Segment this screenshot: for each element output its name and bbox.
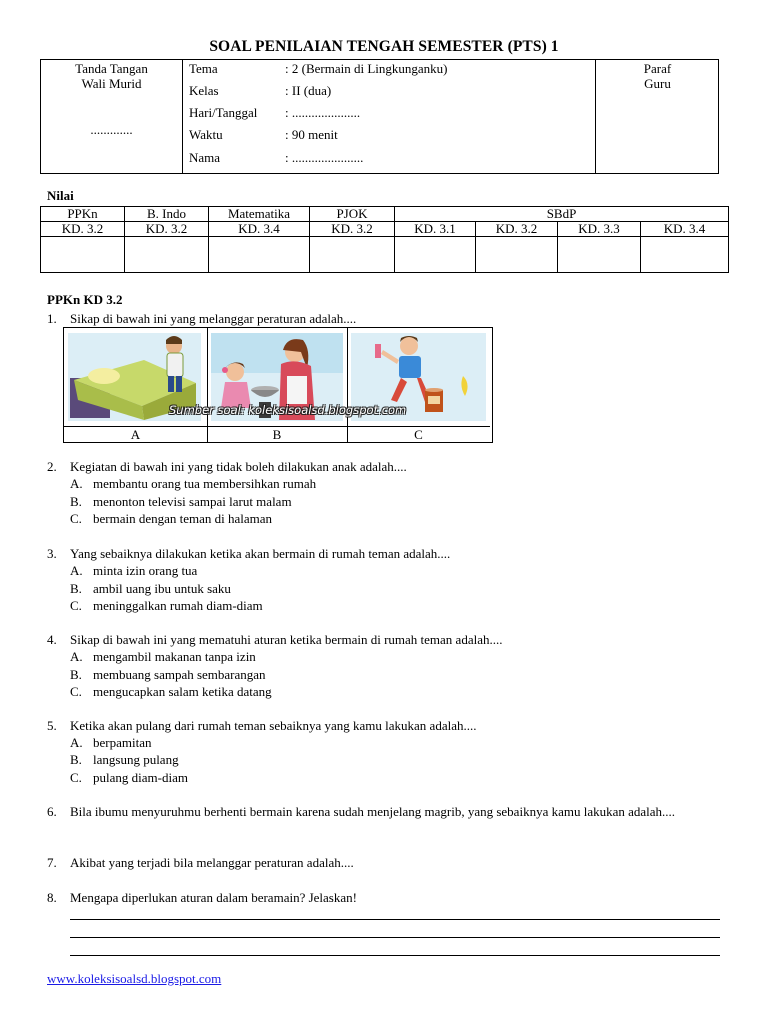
- kd-row: [41, 222, 729, 237]
- subject-header: B. Indo: [125, 207, 209, 222]
- picture-table: [63, 327, 493, 443]
- kd-cell: KD. 3.1: [395, 222, 476, 237]
- answer-line[interactable]: [70, 902, 720, 920]
- nilai-label: Nilai: [47, 188, 74, 203]
- paraf-cell: [595, 60, 719, 174]
- kd-cell: KD. 3.2: [476, 222, 558, 237]
- score-cell[interactable]: [209, 237, 310, 273]
- answer-line[interactable]: [70, 920, 720, 938]
- subject-row: [41, 207, 729, 222]
- paraf-label: Paraf: [643, 61, 672, 76]
- kd-cell: KD. 3.2: [125, 222, 209, 237]
- kd-cell: KD. 3.2: [41, 222, 125, 237]
- subject-header: PJOK: [310, 207, 395, 222]
- watermark: Sumber soal: koleksisoalsd.blogspot.com: [169, 403, 407, 417]
- answer-lines[interactable]: [70, 902, 720, 956]
- picture-label: C: [347, 426, 490, 442]
- score-cell[interactable]: [558, 237, 641, 273]
- score-row: [41, 237, 729, 273]
- section-title: PPKn KD 3.2: [47, 292, 123, 307]
- picture-label: A: [64, 426, 208, 442]
- signature-cell: [41, 60, 183, 173]
- signature-label: Wali Murid: [81, 76, 142, 91]
- score-cell[interactable]: [310, 237, 395, 273]
- page-title: SOAL PENILAIAN TENGAH SEMESTER (PTS) 1: [209, 38, 559, 55]
- score-cell[interactable]: [395, 237, 476, 273]
- identity-box: Tanda Tangan Wali Murid ............. Tema : 2 (Bermain di Lingkunganku) Kelas : II (dua) Hari/Tanggal : ..................... Waktu : 90 menit Nama : ...................... Paraf Guru: [40, 59, 719, 174]
- kd-cell: KD. 3.2: [310, 222, 395, 237]
- paraf-label: Guru: [644, 76, 671, 91]
- kd-cell: KD. 3.4: [641, 222, 729, 237]
- exam-page: SOAL PENILAIAN TENGAH SEMESTER (PTS) 1 Tanda Tangan Wali Murid ............. Tema : 2 (Bermain di Lingkunganku) Kelas : II (dua) Hari/Tanggal : ..................... Waktu : 90 menit Nama : ...................... Paraf Guru Nilai PPKn B. Indo Matematika PJOK SBdP KD. 3.2 KD. 3.2 KD. 3.4 KD. 3.2 KD. 3.1 KD. 3.2 KD. 3.3 KD. 3.4 PPKn KD 3.2 1. Sikap di bawah ini yang melanggar peraturan adalah.... Sumber soal: koleksisoalsd.blogspot.com A B C 2. Kegiatan di bawah ini yang tidak boleh dilakukan anak adalah.... A. membantu orang tua membersihkan rumah B. menonton televisi sampai larut malam C. bermain dengan teman di halaman 3. Yang sebaiknya dilakukan ketika akan bermain di rumah teman adalah.... A. minta izin orang tua B. ambil uang ibu untuk saku C. meninggalkan rumah diam-diam 4. Sikap di bawah ini yang mematuhi aturan ketika bermain di rumah teman adalah.... A. mengambil makanan tanpa izin B. membuang sampah sembarangan C. mengucapkan salam ketika datang 5. Ketika akan pulang dari rumah teman sebaiknya yang kamu lakukan adalah.... A. berpamitan B. langsung pulang C. pulang diam-diam 6. Bila ibumu menyuruhmu berhenti bermain karena sudah menjelang magrib, yang sebaiknya kamu lakukan adalah.... 7. Akibat yang terjadi bila melanggar peraturan adalah.... 8. Mengapa diperlukan aturan dalam beramain? Jelaskan! www.koleksisoalsd.blogspot.com: [0, 0, 768, 1024]
- answer-line[interactable]: [70, 938, 720, 956]
- subject-header: PPKn: [41, 207, 125, 222]
- subject-header: Matematika: [209, 207, 310, 222]
- signature-blank: .............: [90, 122, 133, 137]
- kd-cell: KD. 3.4: [209, 222, 310, 237]
- picture-label: B: [207, 426, 348, 442]
- score-cell[interactable]: [641, 237, 729, 273]
- kd-cell: KD. 3.3: [558, 222, 641, 237]
- grades-table: [40, 206, 729, 273]
- footer-link[interactable]: www.koleksisoalsd.blogspot.com: [47, 971, 222, 986]
- score-cell[interactable]: [476, 237, 558, 273]
- signature-label: Tanda Tangan: [75, 61, 148, 76]
- score-cell[interactable]: [125, 237, 209, 273]
- score-cell[interactable]: [41, 237, 125, 273]
- subject-header: SBdP: [395, 207, 729, 222]
